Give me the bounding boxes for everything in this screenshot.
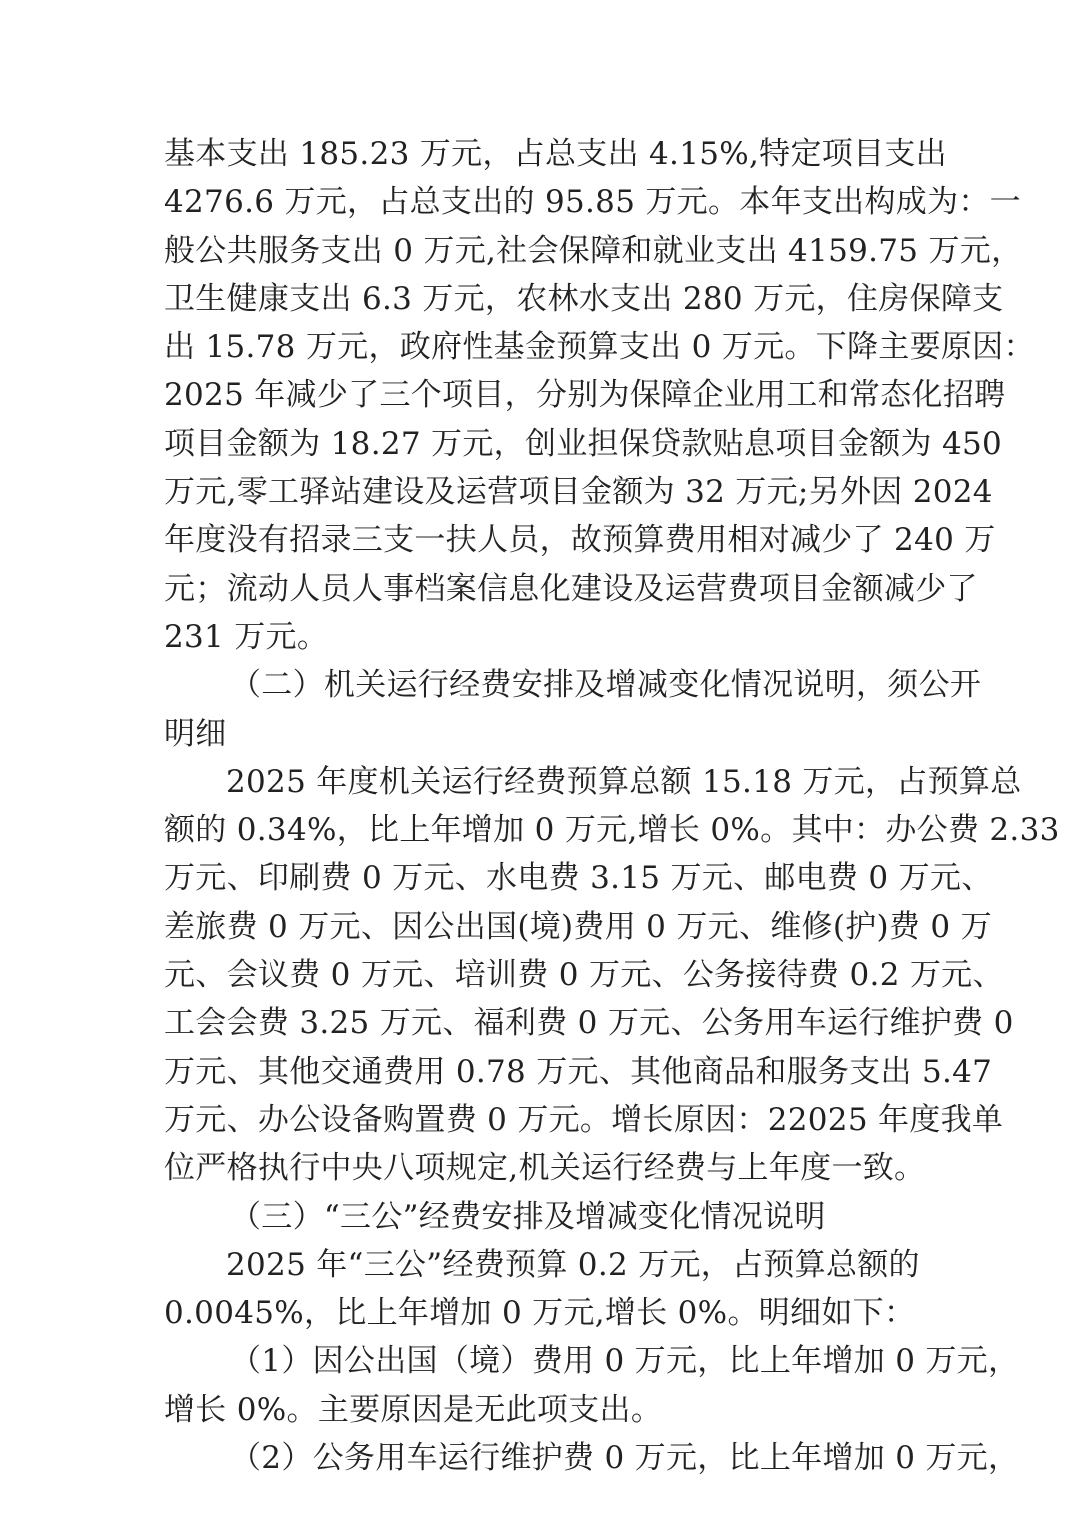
paragraph-line: 231 万元。	[164, 618, 329, 655]
paragraph-line: 额的 0.34%，比上年增加 0 万元,增长 0%。其中：办公费 2.33	[164, 812, 1060, 849]
document-body	[164, 130, 1060, 1482]
paragraph-line: 差旅费 0 万元、因公出国(境)费用 0 万元、维修(护)费 0 万	[164, 908, 992, 945]
paragraph-line: 4276.6 万元，占总支出的 95.85 万元。本年支出构成为：一	[164, 184, 1021, 221]
paragraph-line: 般公共服务支出 0 万元,社会保障和就业支出 4159.75 万元，	[164, 232, 1023, 269]
section-heading-3: （三）“三公”经费安排及增减变化情况说明	[230, 1198, 826, 1235]
list-item-1: （1）因公出国（境）费用 0 万元，比上年增加 0 万元，	[230, 1343, 1020, 1380]
paragraph-line: 万元、印刷费 0 万元、水电费 3.15 万元、邮电费 0 万元、	[164, 860, 993, 897]
paragraph-line: 卫生健康支出 6.3 万元，农林水支出 280 万元，住房保障支	[164, 280, 1004, 317]
paragraph-line: 年度没有招录三支一扶人员，故预算费用相对减少了 240 万	[164, 522, 996, 559]
paragraph-line: 2025 年减少了三个项目，分别为保障企业用工和常态化招聘	[164, 377, 1006, 414]
list-item-1-cont: 增长 0%。主要原因是无此项支出。	[164, 1391, 663, 1428]
paragraph-line: 出 15.78 万元，政府性基金预算支出 0 万元。下降主要原因：	[164, 329, 1035, 366]
list-item-2: （2）公务用车运行维护费 0 万元，比上年增加 0 万元，	[230, 1440, 1020, 1477]
paragraph-line: 项目金额为 18.27 万元，创业担保贷款贴息项目金额为 450	[164, 425, 1003, 462]
paragraph-line: 工会会费 3.25 万元、福利费 0 万元、公务用车运行维护费 0	[164, 1005, 1014, 1042]
section-heading-2: （二）机关运行经费安排及增减变化情况说明，须公开	[230, 667, 982, 704]
paragraph-line: 万元,零工驿站建设及运营项目金额为 32 万元;另外因 2024	[164, 474, 993, 511]
paragraph-line: 2025 年度机关运行经费预算总额 15.18 万元，占预算总	[226, 763, 1022, 800]
paragraph-line: 基本支出 185.23 万元，占总支出 4.15%,特定项目支出	[164, 136, 947, 172]
section-heading-2-cont: 明细	[164, 715, 227, 752]
paragraph-line: 0.0045%，比上年增加 0 万元,增长 0%。明细如下：	[164, 1295, 916, 1332]
paragraph-line: 元；流动人员人事档案信息化建设及运营费项目金额减少了	[164, 570, 978, 607]
paragraph-line: 元、会议费 0 万元、培训费 0 万元、公务接待费 0.2 万元、	[164, 957, 1004, 994]
paragraph-line: 万元、其他交通费用 0.78 万元、其他商品和服务支出 5.47	[164, 1053, 993, 1090]
paragraph-line: 位严格执行中央八项规定,机关运行经费与上年度一致。	[164, 1150, 926, 1187]
paragraph-line: 2025 年“三公”经费预算 0.2 万元，占预算总额的	[226, 1246, 920, 1283]
paragraph-line: 万元、办公设备购置费 0 万元。增长原因：22025 年度我单	[164, 1101, 1004, 1138]
